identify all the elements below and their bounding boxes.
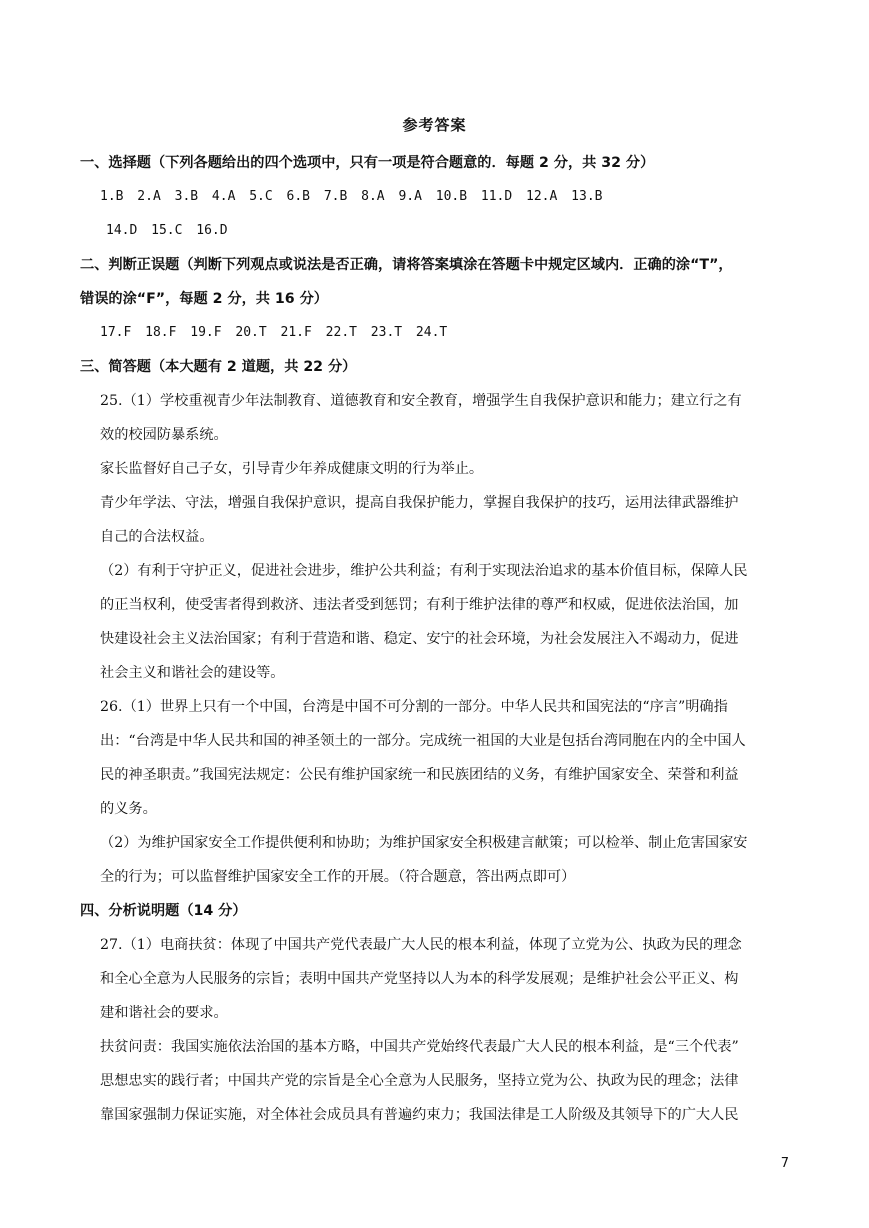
- text-line: 民的神圣职责。”我国宪法规定：公民有维护国家统一和民族团结的义务，有维护国家安全、荣誉和利益: [100, 767, 739, 783]
- answer-content: [80, 146, 792, 1132]
- text-line: 快建设社会主义法治国家；有利于营造和谐、稳定、安宁的社会环境，为社会发展注入不竭动力，促进: [100, 631, 739, 647]
- section-1-heading: 一、选择题（下列各题给出的四个选项中，只有一项是符合题意的．每题 2 分，共 32 分）: [80, 155, 655, 171]
- section-3-heading: 三、简答题（本大题有 2 道题，共 22 分）: [80, 359, 357, 375]
- text-line: 全的行为；可以监督维护国家安全工作的开展。（符合题意，答出两点即可）: [100, 869, 576, 885]
- text-line: 的正当权利，使受害者得到救济、违法者受到惩罚；有利于维护法律的尊严和权威，促进依法治国，加: [100, 597, 739, 613]
- page-number: 7: [780, 1156, 789, 1171]
- text-line: 青少年学法、守法，增强自我保护意识，提高自我保护能力，掌握自我保护的技巧，运用法律武器维护: [100, 495, 739, 511]
- text-line: 25.（1）学校重视青少年法制教育、道德教育和安全教育，增强学生自我保护意识和能力；建立行之有: [100, 393, 742, 409]
- page-title: 参考答案: [402, 116, 467, 134]
- text-line: （2）为维护国家安全工作提供便利和协助；为维护国家安全积极建言献策；可以检举、制止危害国家安: [100, 835, 748, 851]
- section-1-answers-line-2: 14.D 15.C 16.D: [106, 223, 228, 238]
- question-27-part-2: [80, 1030, 792, 1132]
- text-line: （2）有利于守护正义，促进社会进步，维护公共利益；有利于实现法治追求的基本价值目标，保障人民: [100, 563, 748, 579]
- text-line: 出：“台湾是中华人民共和国的神圣领土的一部分。完成统一祖国的大业是包括台湾同胞在内的全中国人: [100, 733, 746, 749]
- text-line: 的义务。: [100, 801, 157, 817]
- section-2-answers: 17.F 18.F 19.F 20.T 21.F 22.T 23.T 24.T: [100, 325, 448, 340]
- question-26-part-2: [80, 826, 792, 894]
- section-4-heading: 四、分析说明题（14 分）: [80, 903, 247, 919]
- text-line: 社会主义和谐社会的建设等。: [100, 665, 285, 681]
- text-line: 自己的合法权益。: [100, 529, 214, 545]
- text-line: 和全心全意为人民服务的宗旨；表明中国共产党坚持以人为本的科学发展观；是维护社会公平正义、构: [100, 971, 739, 987]
- text-line: 思想忠实的践行者；中国共产党的宗旨是全心全意为人民服务，坚持立党为公、执政为民的理念；法律: [100, 1073, 739, 1089]
- text-line: 效的校园防暴系统。: [100, 427, 228, 443]
- section-2-heading-line-2: 错误的涂“F”，每题 2 分，共 16 分）: [80, 291, 328, 307]
- text-line: 靠国家强制力保证实施，对全体社会成员具有普遍约束力；我国法律是工人阶级及其领导下的广大人民: [100, 1107, 739, 1123]
- section-1-answers-line-1: 1.B 2.A 3.B 4.A 5.C 6.B 7.B 8.A 9.A 10.B 11.D 12.A 13.B: [100, 189, 603, 204]
- question-27-part-1: [80, 928, 792, 1030]
- text-line: 建和谐社会的要求。: [100, 1005, 228, 1021]
- question-26-part-1: [80, 690, 792, 826]
- question-25-part-2: [80, 554, 792, 690]
- text-line: 26.（1）世界上只有一个中国，台湾是中国不可分割的一部分。中华人民共和国宪法的“序言”明确指: [100, 699, 728, 715]
- text-line: 27.（1）电商扶贫：体现了中国共产党代表最广大人民的根本利益，体现了立党为公、执政为民的理念: [100, 937, 742, 953]
- question-25-part-1: [80, 384, 792, 554]
- text-line: 扶贫问责：我国实施依法治国的基本方略，中国共产党始终代表最广大人民的根本利益，是“三个代表”: [100, 1039, 739, 1055]
- section-2-heading-line-1: 二、判断正误题（判断下列观点或说法是否正确，请将答案填涂在答题卡中规定区域内．正确的涂“T”，: [80, 257, 733, 273]
- text-line: 家长监督好自己子女，引导青少年养成健康文明的行为举止。: [100, 461, 484, 477]
